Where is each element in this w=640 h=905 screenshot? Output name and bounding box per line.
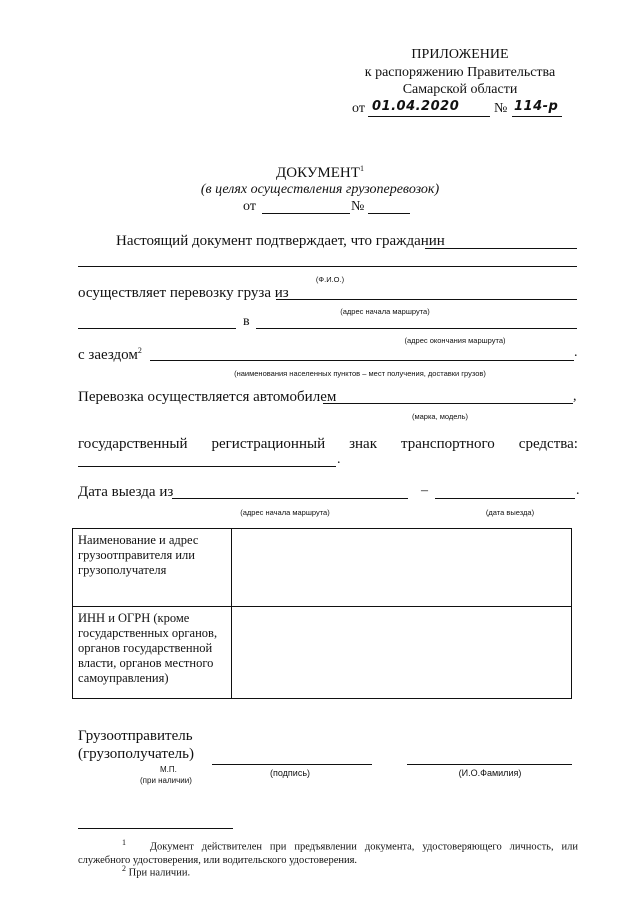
stops-period: . bbox=[574, 345, 578, 360]
plate-word-4: транспортного bbox=[401, 436, 495, 452]
caption-route-end: (адрес окончания маршрута) bbox=[404, 336, 506, 345]
appendix-line1: к распоряжению Правительства bbox=[364, 65, 556, 80]
departure-dash: – bbox=[421, 483, 428, 498]
appendix-number-handwritten: 114-р bbox=[514, 99, 559, 114]
departure-period: . bbox=[576, 483, 580, 498]
stops-footnote-ref: 2 bbox=[137, 346, 142, 355]
citizen-name-line-1[interactable] bbox=[425, 248, 577, 249]
appendix-number-line bbox=[512, 116, 562, 117]
document-title-text: ДОКУМЕНТ bbox=[276, 165, 360, 181]
caption-vehicle: (марка, модель) bbox=[411, 412, 469, 421]
caption-name: (И.О.Фамилия) bbox=[458, 768, 522, 778]
plate-text bbox=[78, 436, 578, 453]
table-row bbox=[73, 529, 572, 607]
plate-period: . bbox=[337, 452, 341, 467]
appendix-from-label: от bbox=[352, 101, 365, 116]
route-start-line[interactable] bbox=[276, 299, 577, 300]
doc-number-label: № bbox=[351, 199, 365, 214]
departure-text: Дата выезда из bbox=[78, 484, 174, 500]
inn-ogrn-label: ИНН и ОГРН (кроме государственных органов, органов государственной власти, органов местного самоуправления) bbox=[73, 607, 232, 699]
vehicle-line[interactable] bbox=[323, 403, 573, 404]
appendix-number-label: № bbox=[494, 101, 508, 116]
document-title bbox=[0, 164, 640, 182]
vehicle-text: Перевозка осуществляется автомобилем bbox=[78, 389, 337, 405]
signature-line[interactable] bbox=[212, 764, 372, 765]
shipper-name-label: Наименование и адрес грузоотправителя или грузополучателя bbox=[73, 529, 232, 607]
mp-note: (при наличии) bbox=[140, 776, 192, 785]
departure-address-line[interactable] bbox=[172, 498, 408, 499]
shipper-name-cell[interactable] bbox=[232, 529, 572, 607]
route-end-line[interactable] bbox=[256, 328, 577, 329]
stops-text-label: с заездом bbox=[78, 347, 138, 363]
stops-text bbox=[78, 346, 142, 364]
name-line[interactable] bbox=[407, 764, 572, 765]
table-row bbox=[73, 607, 572, 699]
caption-signature: (подпись) bbox=[269, 768, 311, 778]
doc-date-line[interactable] bbox=[262, 213, 350, 214]
caption-departure-address: (адрес начала маршрута) bbox=[240, 508, 330, 517]
stops-line[interactable] bbox=[150, 360, 574, 361]
footnote-2 bbox=[122, 862, 190, 880]
inn-ogrn-cell[interactable] bbox=[232, 607, 572, 699]
confirm-text: Настоящий документ подтверждает, что гражданин bbox=[116, 233, 445, 249]
departure-date-line[interactable] bbox=[435, 498, 575, 499]
footnote-2-number: 2 bbox=[122, 864, 126, 873]
shipper-line2: (грузополучатель) bbox=[78, 746, 194, 762]
document-title-footnote-ref: 1 bbox=[359, 164, 364, 173]
plate-word-3: знак bbox=[349, 436, 377, 452]
citizen-name-line-2[interactable] bbox=[78, 266, 577, 267]
footnote-2-text: При наличии. bbox=[128, 867, 191, 879]
appendix-line2: Самарской области bbox=[402, 82, 518, 97]
transport-text: осуществляет перевозку груза из bbox=[78, 285, 289, 301]
footnote-1-number: 1 bbox=[122, 838, 126, 847]
plate-word-5: средства: bbox=[518, 436, 578, 452]
caption-departure-date: (дата выезда) bbox=[485, 508, 535, 517]
shipper-info-table bbox=[72, 528, 572, 699]
appendix-title: ПРИЛОЖЕНИЕ bbox=[411, 47, 509, 62]
appendix-date-handwritten: 01.04.2020 bbox=[372, 99, 460, 114]
doc-from-label: от bbox=[243, 199, 256, 214]
shipper-line1: Грузоотправитель bbox=[78, 728, 193, 744]
caption-route-start: (адрес начала маршрута) bbox=[340, 307, 430, 316]
caption-stops: (наименования населенных пунктов – мест получения, доставки грузов) bbox=[234, 369, 486, 378]
mp-label: М.П. bbox=[160, 765, 177, 774]
to-label: в bbox=[243, 314, 250, 329]
plate-word-1: государственный bbox=[78, 436, 188, 452]
plate-line[interactable] bbox=[78, 466, 336, 467]
route-start-line-2[interactable] bbox=[78, 328, 236, 329]
caption-fio: (Ф.И.О.) bbox=[315, 275, 345, 284]
doc-number-line[interactable] bbox=[368, 213, 410, 214]
document-subtitle: (в целях осуществления грузоперевозок) bbox=[200, 182, 440, 197]
footnote-1-text: Документ действителен при предъявлении документа, удостоверяющего личность, или служебного удостоверения, или водительского удостоверения. bbox=[78, 841, 578, 866]
footnote-divider bbox=[78, 828, 233, 829]
vehicle-comma: , bbox=[573, 389, 577, 404]
appendix-date-line bbox=[368, 116, 490, 117]
plate-word-2: регистрационный bbox=[211, 436, 326, 452]
